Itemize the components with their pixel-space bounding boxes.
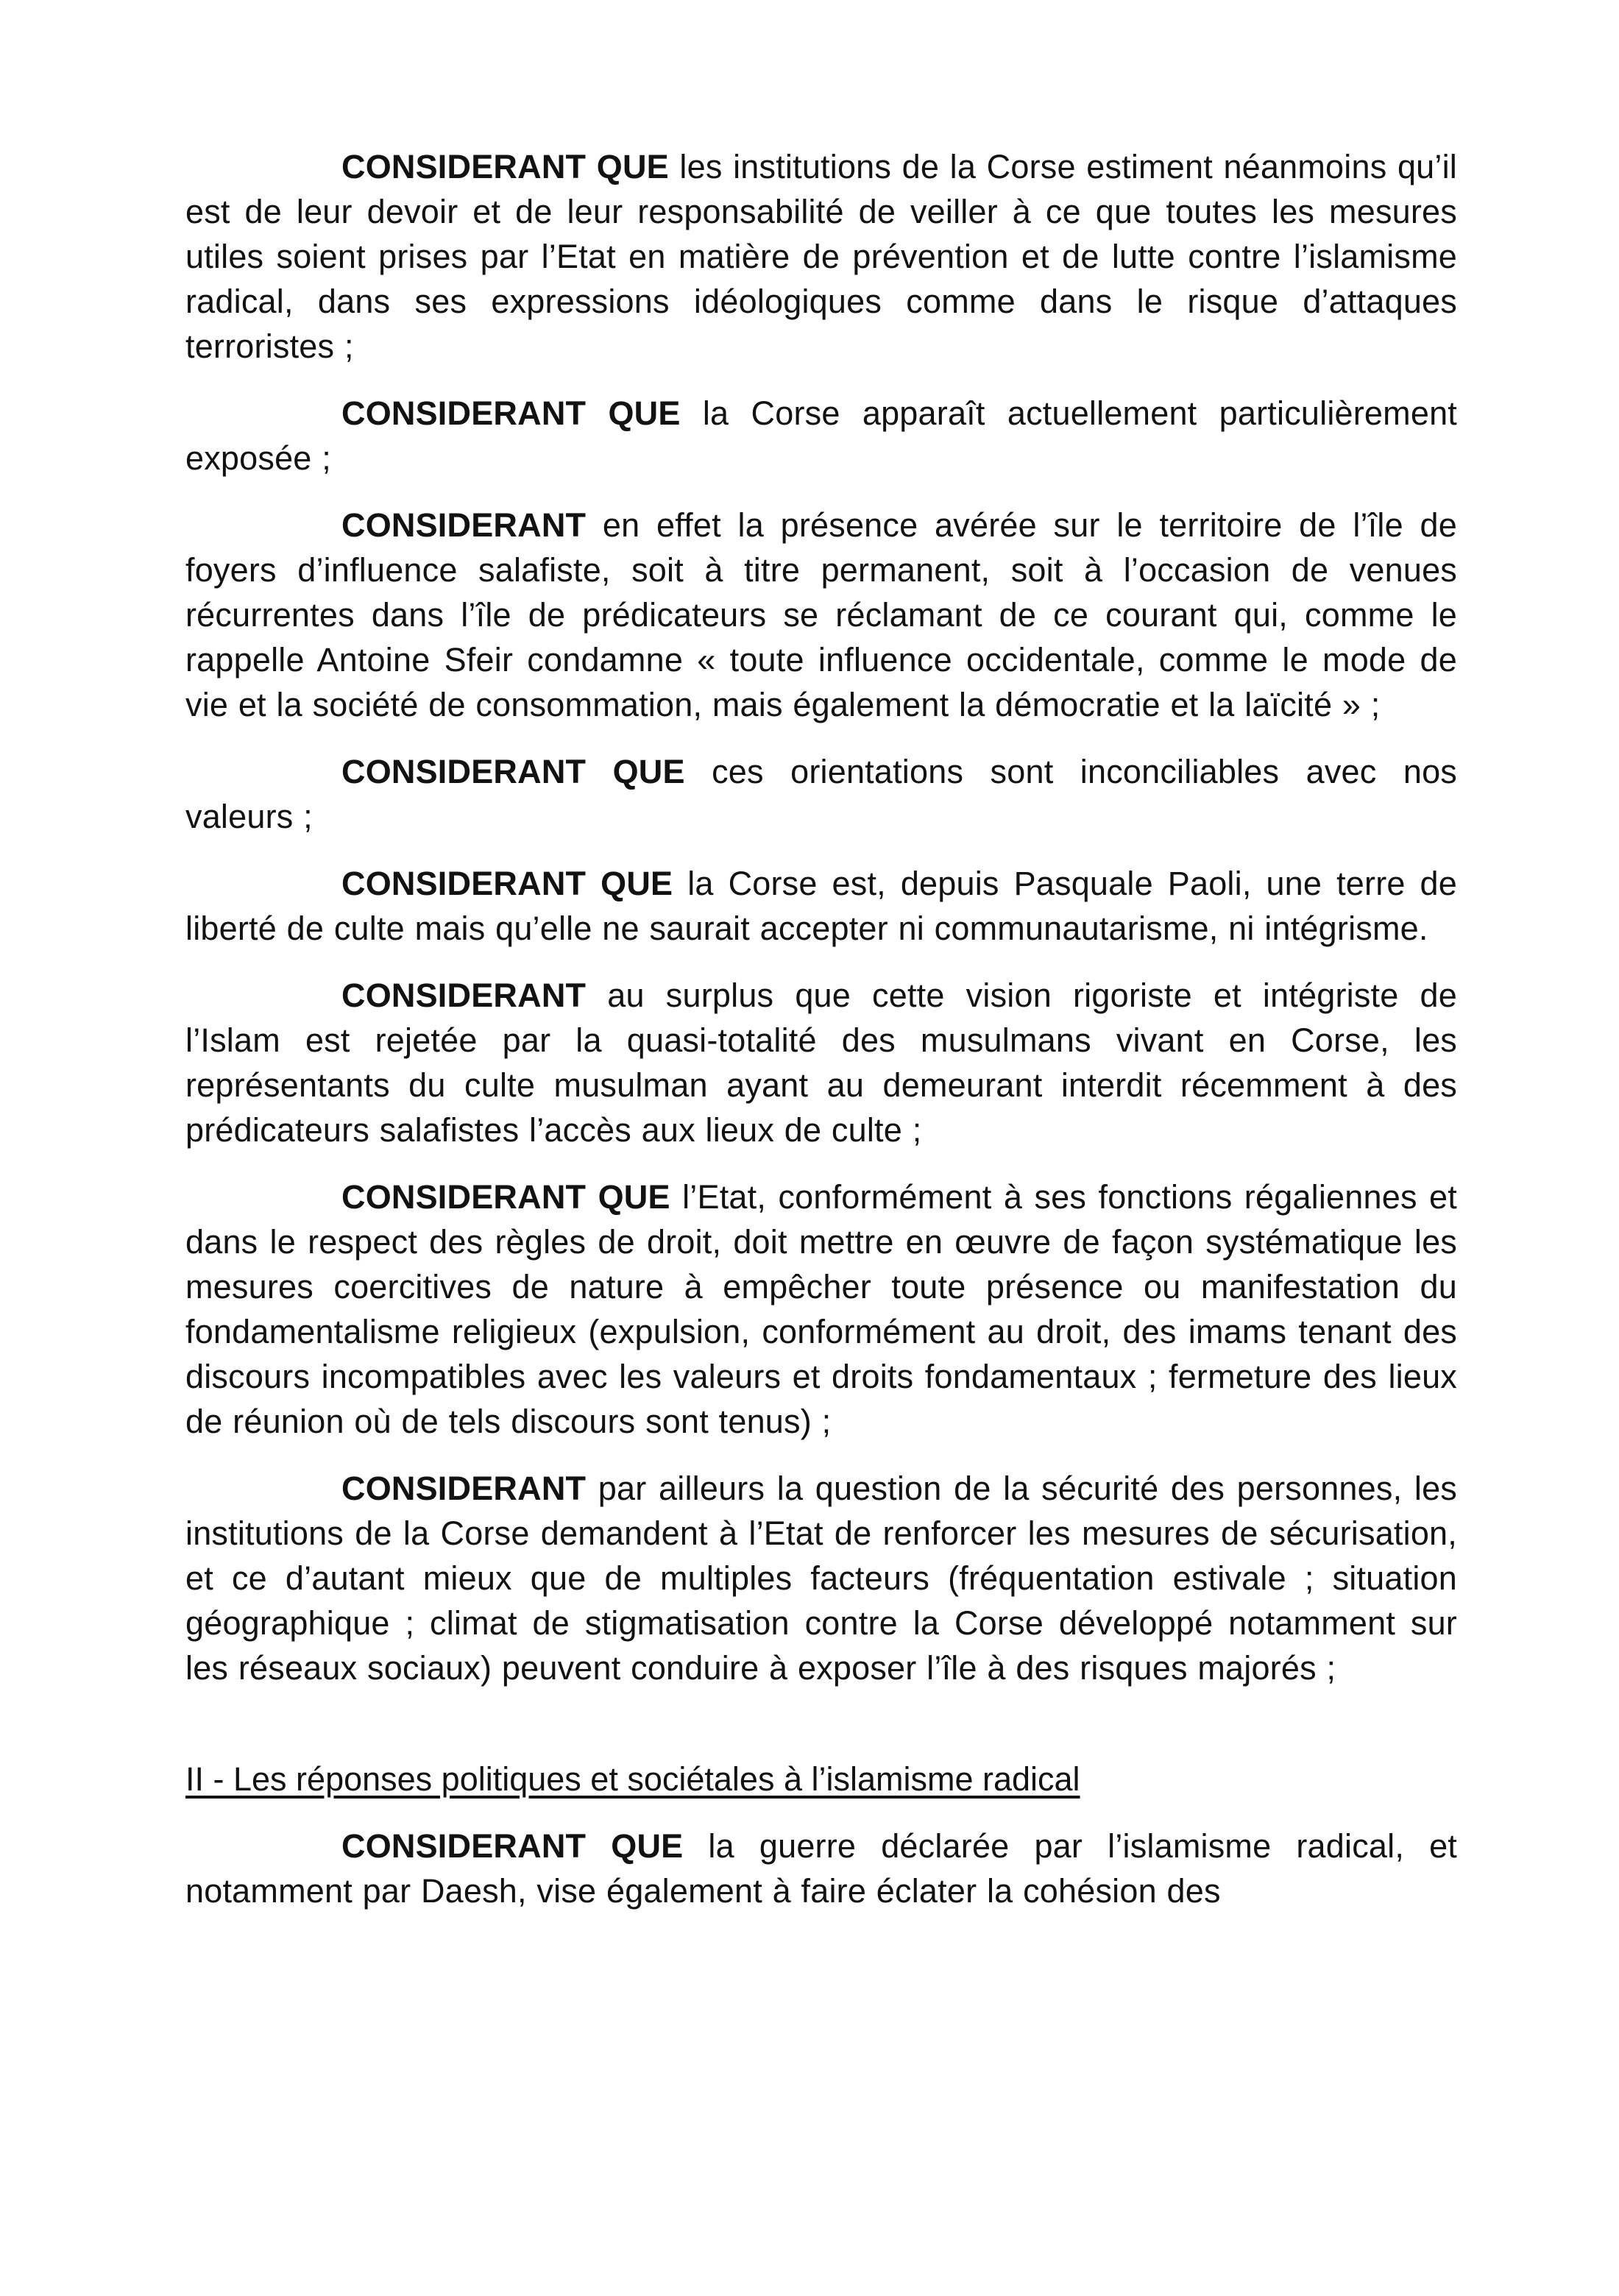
- paragraph-text: au surplus que cette vision rigoriste et intégriste de l’Islam est rejetée par la quasi-totalité des musulmans vivant en Corse, les représentants du culte musulman ayant au demeurant interdit récemment à des prédicateurs salafistes l’accès aux lieux de culte ;: [185, 977, 1457, 1149]
- considerant-paragraph-5: [185, 861, 1457, 951]
- considerant-paragraph-1: [185, 144, 1457, 369]
- paragraph-text: les institutions de la Corse estiment néanmoins qu’il est de leur devoir et de leur responsabilité de veiller à ce que toutes les mesures utiles soient prises par l’Etat en matière de prévention et de lutte contre l’islamisme radical, dans ses expressions idéologiques comme dans le risque d’attaques terroristes ;: [185, 148, 1457, 365]
- paragraph-text: la guerre déclarée par l’islamisme radical, et notamment par Daesh, vise également à faire éclater la cohésion des: [185, 1827, 1458, 1910]
- paragraph-lead: CONSIDERANT: [341, 1470, 587, 1507]
- paragraph-lead: CONSIDERANT QUE: [341, 753, 685, 790]
- considerant-paragraph-6: [185, 973, 1457, 1152]
- paragraph-text: en effet la présence avérée sur le territoire de l’île de foyers d’influence salafiste, soit à titre permanent, soit à l’occasion de venues récurrentes dans l’île de prédicateurs se réclamant de ce courant qui, comme le rappelle Antoine Sfeir condamne « toute influence occidentale, comme le mode de vie et la société de consommation, mais également la démocratie et la laïcité » ;: [185, 506, 1457, 723]
- paragraph-lead: CONSIDERANT: [341, 977, 587, 1014]
- paragraph-lead: CONSIDERANT QUE: [341, 1178, 670, 1216]
- considerant-paragraph-2: [185, 391, 1457, 481]
- considerant-paragraph-7: [185, 1174, 1457, 1444]
- paragraph-text: la Corse est, depuis Pasquale Paoli, une terre de liberté de culte mais qu’elle ne saurait accepter ni communautarisme, ni intégrisme.: [185, 865, 1457, 947]
- section-heading-text: II - Les réponses politiques et sociétales à l’islamisme radical: [185, 1760, 1080, 1798]
- paragraph-text: la Corse apparaît actuellement particulièrement exposée ;: [185, 394, 1457, 477]
- paragraph-lead: CONSIDERANT QUE: [341, 394, 681, 432]
- considerant-paragraph-3: [185, 503, 1457, 727]
- section-heading: [185, 1757, 1457, 1801]
- paragraph-text: l’Etat, conformément à ses fonctions régaliennes et dans le respect des règles de droit, doit mettre en œuvre de façon systématique les mesures coercitives de nature à empêcher toute présence ou manifestation du fondamentalisme religieux (expulsion, conformément au droit, des imams tenant des discours incompatibles avec les valeurs et droits fondamentaux ; fermeture des lieux de réunion où de tels discours sont tenus) ;: [185, 1178, 1457, 1440]
- paragraph-lead: CONSIDERANT QUE: [341, 865, 673, 902]
- paragraph-lead: CONSIDERANT QUE: [341, 148, 669, 185]
- document-content: [185, 144, 1457, 1935]
- paragraph-text: par ailleurs la question de la sécurité des personnes, les institutions de la Corse demandent à l’Etat de renforcer les mesures de sécurisation, et ce d’autant mieux que de multiples facteurs (fréquentation estivale ; situation géographique ; climat de stigmatisation contre la Corse développé notamment sur les réseaux sociaux) peuvent conduire à exposer l’île à des risques majorés ;: [185, 1470, 1457, 1687]
- paragraph-text: ces orientations sont inconciliables avec nos valeurs ;: [185, 753, 1458, 835]
- considerant-paragraph-8: [185, 1466, 1457, 1690]
- considerant-paragraph-9: [185, 1824, 1457, 1913]
- paragraph-lead: CONSIDERANT: [341, 506, 587, 544]
- paragraph-lead: CONSIDERANT QUE: [341, 1827, 684, 1865]
- considerant-paragraph-4: [185, 749, 1457, 839]
